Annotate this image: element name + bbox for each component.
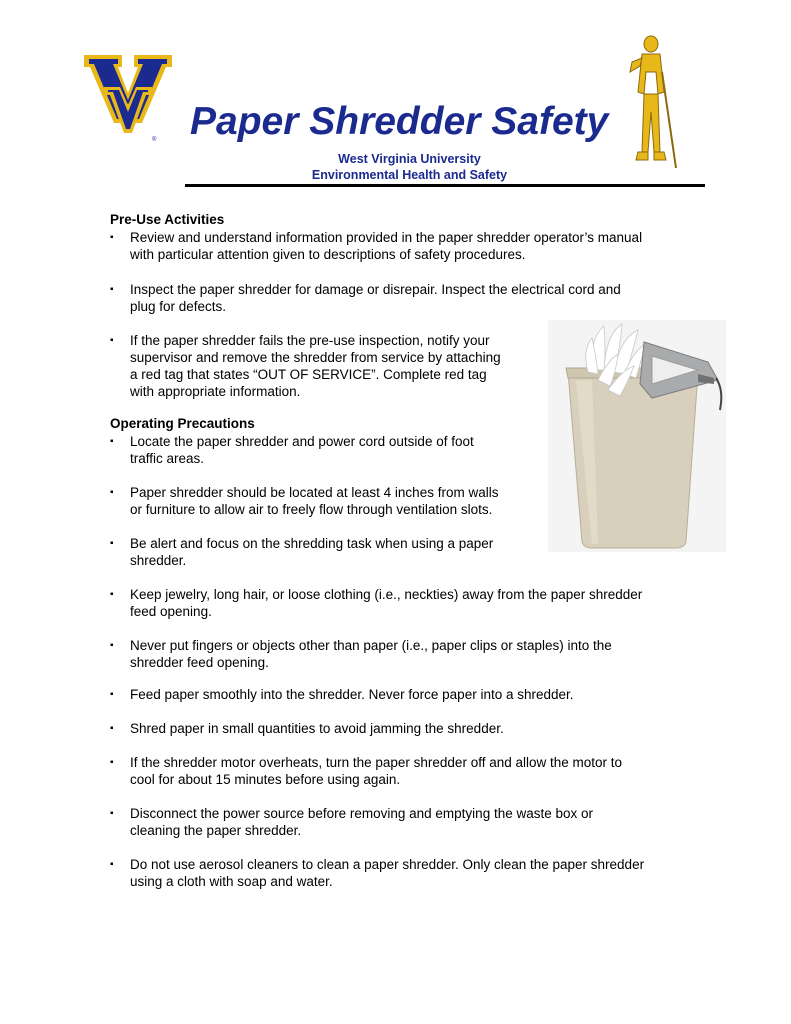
list-item: ▪ Paper shredder should be located at least 4 inches from walls or furniture to allow air to freely flow through ventilation slots.: [110, 485, 499, 517]
list-item: ▪ If the paper shredder fails the pre-use inspection, notify your supervisor and remove the shredder from service by attaching a red tag that states “OUT OF SERVICE”. Complete red tag with appropriate information.: [110, 333, 501, 399]
list-item: ▪ Never put fingers or objects other than paper (i.e., paper clips or staples) into the shredder feed opening.: [110, 638, 612, 670]
bullet-icon: ▪: [110, 284, 114, 295]
list-item: ▪ Review and understand information provided in the paper shredder operator’s manual with particular attention given to descriptions of safety procedures.: [110, 230, 643, 262]
list-item: ▪ Locate the paper shredder and power cord outside of foot traffic areas.: [110, 434, 474, 466]
section-heading-operating: Operating Precautions: [110, 416, 255, 431]
bullet-icon: ▪: [110, 589, 114, 600]
paper-shredder-photo: [548, 320, 726, 552]
section-heading-pre-use: Pre-Use Activities: [110, 212, 225, 227]
list-item: ▪ Feed paper smoothly into the shredder. Never force paper into a shredder.: [110, 687, 574, 702]
department-name: Environmental Health and Safety: [311, 168, 508, 182]
organization-name: West Virginia University: [338, 152, 481, 166]
list-item: ▪ Be alert and focus on the shredding task when using a paper shredder.: [110, 536, 494, 568]
bullet-icon: ▪: [110, 859, 114, 870]
list-item: ▪ If the shredder motor overheats, turn the paper shredder off and allow the motor to cool for about 15 minutes before using again.: [110, 755, 623, 787]
bullet-icon: ▪: [110, 640, 114, 651]
list-item: ▪ Do not use aerosol cleaners to clean a paper shredder. Only clean the paper shredder using a cloth with soap and water.: [110, 857, 645, 889]
bullet-icon: ▪: [110, 335, 114, 346]
bullet-icon: ▪: [110, 723, 114, 734]
bullet-icon: ▪: [110, 757, 114, 768]
svg-text:®: ®: [152, 137, 157, 143]
header-divider: [185, 184, 705, 187]
list-item: ▪ Inspect the paper shredder for damage or disrepair. Inspect the electrical cord and plug for defects.: [110, 282, 621, 314]
bullet-icon: ▪: [110, 487, 114, 498]
bullet-icon: ▪: [110, 232, 114, 243]
list-item: ▪ Keep jewelry, long hair, or loose clothing (i.e., neckties) away from the paper shredder feed opening.: [110, 587, 643, 619]
list-item: ▪ Shred paper in small quantities to avoid jamming the shredder.: [110, 721, 504, 736]
bullet-icon: ▪: [110, 689, 114, 700]
bullet-icon: ▪: [110, 538, 114, 549]
bullet-icon: ▪: [110, 808, 114, 819]
page-title: Paper Shredder Safety: [190, 100, 609, 143]
bullet-icon: ▪: [110, 436, 114, 447]
wvu-logo: [82, 53, 174, 143]
list-item: ▪ Disconnect the power source before removing and emptying the waste box or cleaning the paper shredder.: [110, 806, 594, 838]
